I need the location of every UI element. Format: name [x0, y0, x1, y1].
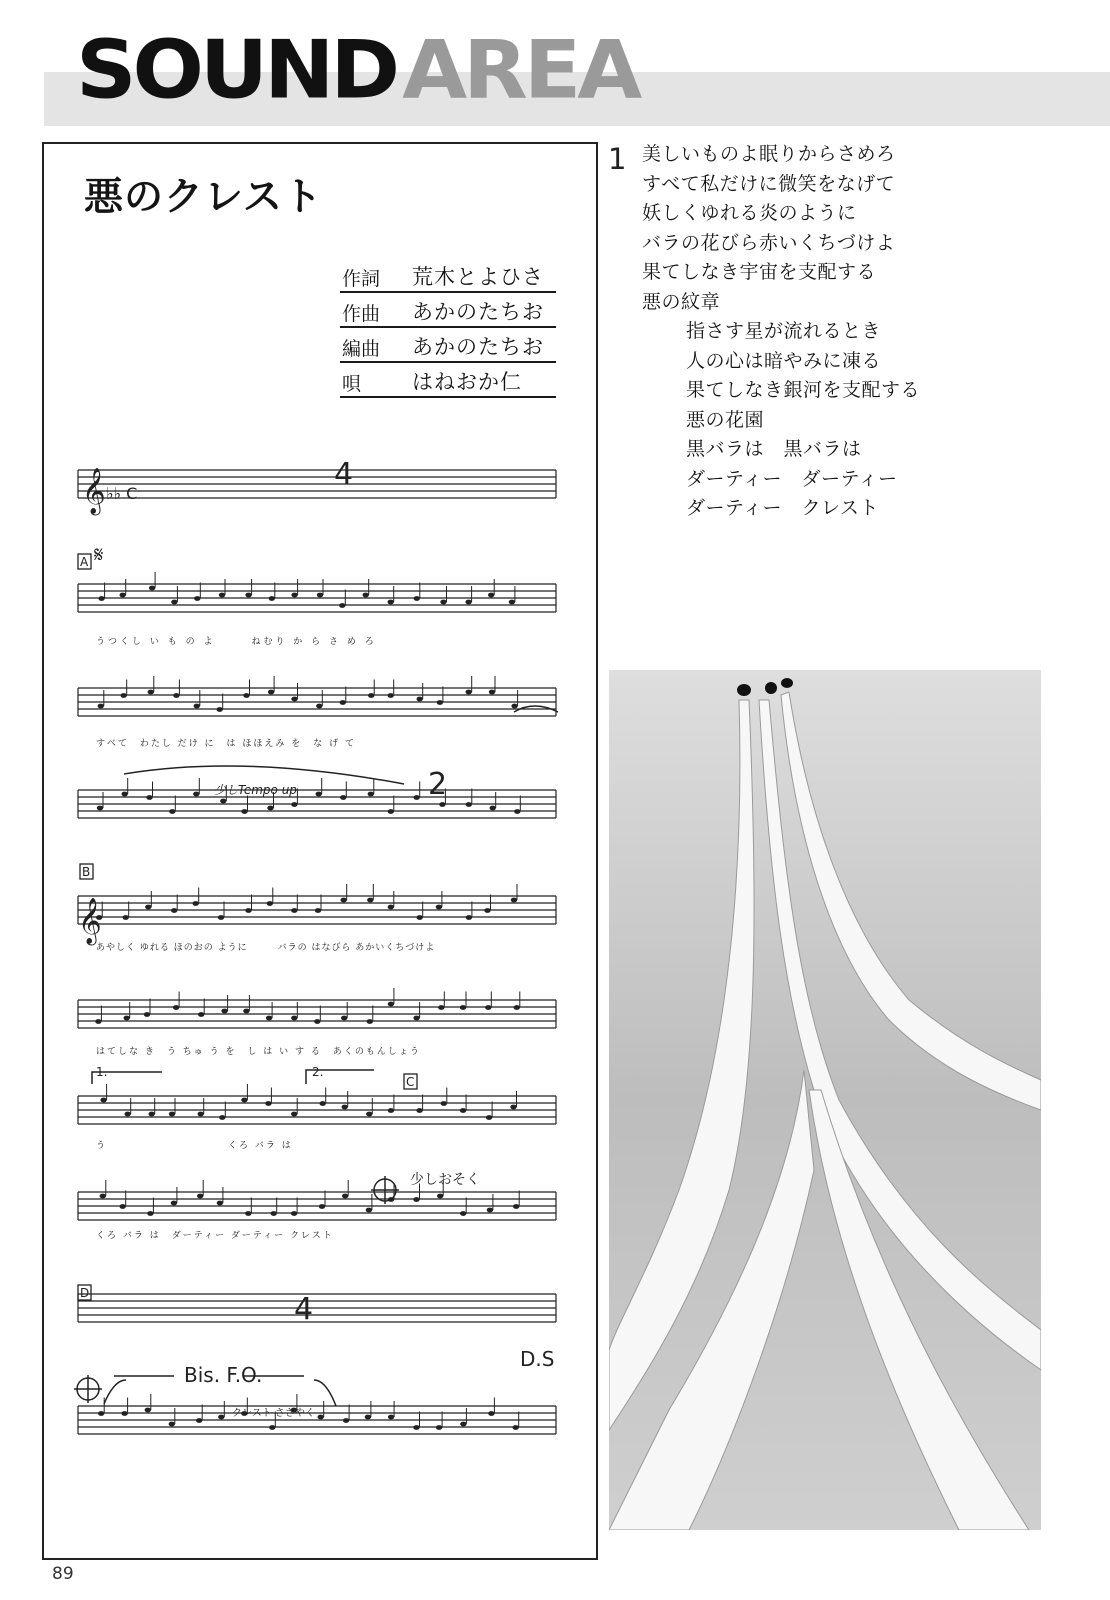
note-head	[363, 593, 369, 598]
staff-lyrics: くろ バラ は ダーティー ダーティー クレスト	[96, 1231, 334, 1241]
note-head	[437, 1194, 443, 1199]
lyric-line: すべて私だけに微笑をなげて	[642, 172, 896, 195]
note-head	[413, 1425, 419, 1430]
note-head	[219, 593, 225, 598]
note-head	[316, 704, 322, 709]
song-title: 悪のクレスト	[84, 175, 323, 220]
note-head	[171, 1201, 177, 1206]
note-head	[484, 908, 490, 913]
staff-lyrics: うつくし い も の よ ねむり か ら さ め ろ	[96, 637, 377, 647]
ending-2-label: 2.	[312, 1065, 324, 1079]
note-head	[441, 1101, 447, 1106]
note-head	[198, 1012, 204, 1017]
note-head	[436, 1425, 442, 1430]
note-head	[291, 1211, 297, 1216]
note-head	[291, 908, 297, 913]
rehearsal-mark-b	[80, 864, 93, 879]
note-head	[486, 1115, 492, 1120]
credit-name: あかのたちお	[412, 300, 544, 324]
ds-marking: D.S	[520, 1347, 555, 1371]
section-title-sound: SOUND	[76, 23, 397, 117]
note-head	[341, 898, 347, 903]
note-head	[291, 1016, 297, 1021]
segno-icon: 𝄋	[94, 543, 104, 568]
note-head	[366, 1112, 372, 1117]
rehearsal-label: A	[80, 555, 89, 569]
note-head	[440, 600, 446, 605]
note-head	[339, 603, 345, 608]
note-head	[388, 1415, 394, 1420]
note-head	[125, 1112, 131, 1117]
note-head	[144, 1012, 150, 1017]
note-head	[120, 593, 126, 598]
note-head	[291, 1112, 297, 1117]
note-head	[217, 707, 223, 712]
note-head	[367, 1019, 373, 1024]
note-head	[342, 1194, 348, 1199]
note-head	[98, 596, 104, 601]
note-head	[511, 704, 517, 709]
note-head	[487, 1208, 493, 1213]
note-head	[317, 593, 323, 598]
credit-role: 編曲	[342, 338, 381, 360]
staff-lyrics: すべて わたし だけ に は ほほえみ を な げ て	[96, 739, 356, 749]
note-head	[146, 795, 152, 800]
note-head	[100, 1194, 106, 1199]
note-head	[514, 1005, 520, 1010]
note-head	[316, 792, 322, 797]
slower-marking: 少しおそく	[410, 1172, 480, 1188]
note-head	[218, 915, 224, 920]
note-head	[266, 1016, 272, 1021]
lyric-line: 黒バラは 黒バラは	[686, 438, 862, 460]
tempo-marking: 少しTempo up	[214, 783, 297, 797]
note-head	[98, 1411, 104, 1416]
note-head	[243, 693, 249, 698]
note-head	[194, 704, 200, 709]
lyric-line: 悪の花園	[686, 408, 765, 431]
note-head	[173, 1005, 179, 1010]
rehearsal-label: B	[82, 865, 91, 879]
rehearsal-mark-d	[78, 1285, 91, 1300]
note-head	[149, 1112, 155, 1117]
staff-lyrics: はてしな き う ちゅ う を し は い す る あくのもんしょう	[96, 1047, 421, 1057]
note-head	[169, 1112, 175, 1117]
note-head	[196, 1418, 202, 1423]
note-head	[171, 908, 177, 913]
lyric-line: ダーティー ダーティー	[686, 467, 898, 490]
note-head	[245, 908, 251, 913]
note-head	[194, 596, 200, 601]
note-head	[318, 1415, 324, 1420]
note-head	[124, 1016, 130, 1021]
note-head	[436, 905, 442, 910]
note-head	[100, 1098, 106, 1103]
note-head	[460, 1005, 466, 1010]
note-head	[388, 905, 394, 910]
note-head	[315, 908, 321, 913]
time-signature-4: 4	[294, 1292, 314, 1327]
verse-number: 1	[608, 142, 627, 176]
note-head	[340, 795, 346, 800]
note-head	[219, 1115, 225, 1120]
note-head	[241, 809, 247, 814]
note-head	[490, 806, 496, 811]
note-head	[245, 593, 251, 598]
note-head	[291, 593, 297, 598]
note-head	[366, 1208, 372, 1213]
time-signature-2: 2	[428, 767, 448, 802]
note-head	[368, 792, 374, 797]
lyric-line: 悪の紋章	[642, 290, 721, 313]
note-head	[488, 593, 494, 598]
note-head	[221, 1009, 227, 1014]
note-head	[121, 693, 127, 698]
credit-name: はねおか仁	[412, 370, 522, 394]
fade-out-marking: Bis. F.O.	[184, 1363, 263, 1387]
note-head	[367, 898, 373, 903]
note-head	[439, 802, 445, 807]
note-head	[98, 704, 104, 709]
note-head	[465, 600, 471, 605]
note-head	[241, 1098, 247, 1103]
section-title-area: AREA	[402, 23, 639, 117]
note-head	[509, 600, 515, 605]
credit-role: 唄	[342, 373, 362, 395]
final-lyric: クレスト ささやく	[232, 1408, 315, 1419]
note-head	[368, 693, 374, 698]
note-head	[245, 1211, 251, 1216]
note-head	[193, 792, 199, 797]
note-head	[414, 596, 420, 601]
note-head	[417, 915, 423, 920]
rehearsal-label: C	[406, 1075, 415, 1089]
note-head	[460, 1422, 466, 1427]
lyric-line: 妖しくゆれる炎のように	[642, 202, 857, 224]
note-head	[413, 1197, 419, 1202]
note-head	[243, 1009, 249, 1014]
note-head	[169, 1422, 175, 1427]
note-head	[271, 1211, 277, 1216]
note-head	[416, 1108, 422, 1113]
note-head	[268, 690, 274, 695]
note-head	[265, 1101, 271, 1106]
note-head	[437, 700, 443, 705]
note-head	[485, 1005, 491, 1010]
note-head	[365, 1415, 371, 1420]
note-head	[510, 1105, 516, 1110]
note-head	[122, 792, 128, 797]
note-head	[489, 690, 495, 695]
note-head	[341, 1016, 347, 1021]
note-head	[198, 1112, 204, 1117]
note-head	[314, 1019, 320, 1024]
rehearsal-mark-c	[404, 1074, 417, 1089]
note-head	[343, 1418, 349, 1423]
note-head	[95, 1019, 101, 1024]
note-head	[123, 915, 129, 920]
note-head	[414, 795, 420, 800]
rehearsal-label: D	[80, 1286, 90, 1300]
score-annotations	[74, 457, 558, 1419]
lyric-line: 美しいものよ眠りからさめろ	[642, 143, 896, 165]
note-head	[438, 1005, 444, 1010]
note-head	[267, 806, 273, 811]
note-head	[291, 802, 297, 807]
coda-icon	[371, 1176, 399, 1204]
note-head	[466, 915, 472, 920]
note-head	[269, 596, 275, 601]
note-head	[388, 600, 394, 605]
treble-clef-icon: 𝄞	[78, 898, 102, 944]
lyric-line: 人の心は暗やみに凍る	[686, 349, 882, 372]
staff-lyrics: う くろ バラ は	[96, 1141, 293, 1151]
note-head	[217, 1201, 223, 1206]
note-head	[149, 586, 155, 591]
light-streaks-image	[609, 670, 1041, 1530]
illustration-streaks	[609, 670, 1041, 1530]
note-head	[320, 1101, 326, 1106]
note-head	[388, 693, 394, 698]
lyric-line: ダーティー クレスト	[686, 497, 879, 519]
note-head	[388, 809, 394, 814]
note-head	[340, 700, 346, 705]
music-score	[44, 144, 596, 1558]
ending-1-label: 1.	[96, 1065, 108, 1079]
note-head	[513, 1204, 519, 1209]
score-panel	[42, 142, 598, 1560]
note-head	[145, 905, 151, 910]
note-head	[220, 799, 226, 804]
staff-lyrics: あやしく ゆれる ほのおの ように バラの はなびら あかいくちづけよ	[96, 943, 436, 953]
lyric-line: 指さす星が流れるとき	[686, 320, 882, 342]
note-head	[145, 1408, 151, 1413]
note-head	[460, 1108, 466, 1113]
note-head	[169, 809, 175, 814]
note-head	[488, 1411, 494, 1416]
note-head	[291, 697, 297, 702]
treble-clef-icon: 𝄞	[82, 468, 106, 514]
credit-name: 荒木とよひさ	[412, 265, 544, 289]
note-head	[413, 1016, 419, 1021]
note-head	[514, 809, 520, 814]
note-head	[511, 898, 517, 903]
credit-role: 作詞	[342, 268, 381, 290]
note-head	[388, 1108, 394, 1113]
credit-role: 作曲	[342, 303, 381, 325]
note-head	[466, 690, 472, 695]
lyric-line: 果てしなき宇宙を支配する	[642, 261, 877, 283]
note-head	[148, 690, 154, 695]
flat-signs-icon: ♭♭ C	[106, 484, 138, 503]
note-head	[319, 1204, 325, 1209]
note-head	[173, 693, 179, 698]
note-head	[197, 1194, 203, 1199]
note-head	[171, 600, 177, 605]
note-head	[269, 1425, 275, 1430]
note-head	[267, 901, 273, 906]
note-head	[466, 802, 472, 807]
note-head	[218, 1415, 224, 1420]
section-title	[76, 23, 639, 117]
note-head	[342, 1105, 348, 1110]
note-head	[147, 1211, 153, 1216]
page-number: 89	[52, 1564, 74, 1584]
note-head	[97, 806, 103, 811]
credit-name: あかのたちお	[412, 335, 544, 359]
note-head	[417, 697, 423, 702]
note-head	[120, 1204, 126, 1209]
note-head	[121, 1411, 127, 1416]
note-head	[513, 1425, 519, 1430]
rehearsal-mark-a	[78, 554, 91, 569]
coda-icon	[74, 1375, 102, 1403]
note-head	[460, 1211, 466, 1216]
lyrics-list	[642, 140, 920, 524]
note-head	[388, 1002, 394, 1007]
lyric-line: バラの花びら赤いくちづけよ	[642, 231, 896, 254]
note-head	[193, 901, 199, 906]
time-signature-4: 4	[334, 457, 354, 492]
lyric-line: 果てしなき銀河を支配する	[686, 379, 921, 401]
